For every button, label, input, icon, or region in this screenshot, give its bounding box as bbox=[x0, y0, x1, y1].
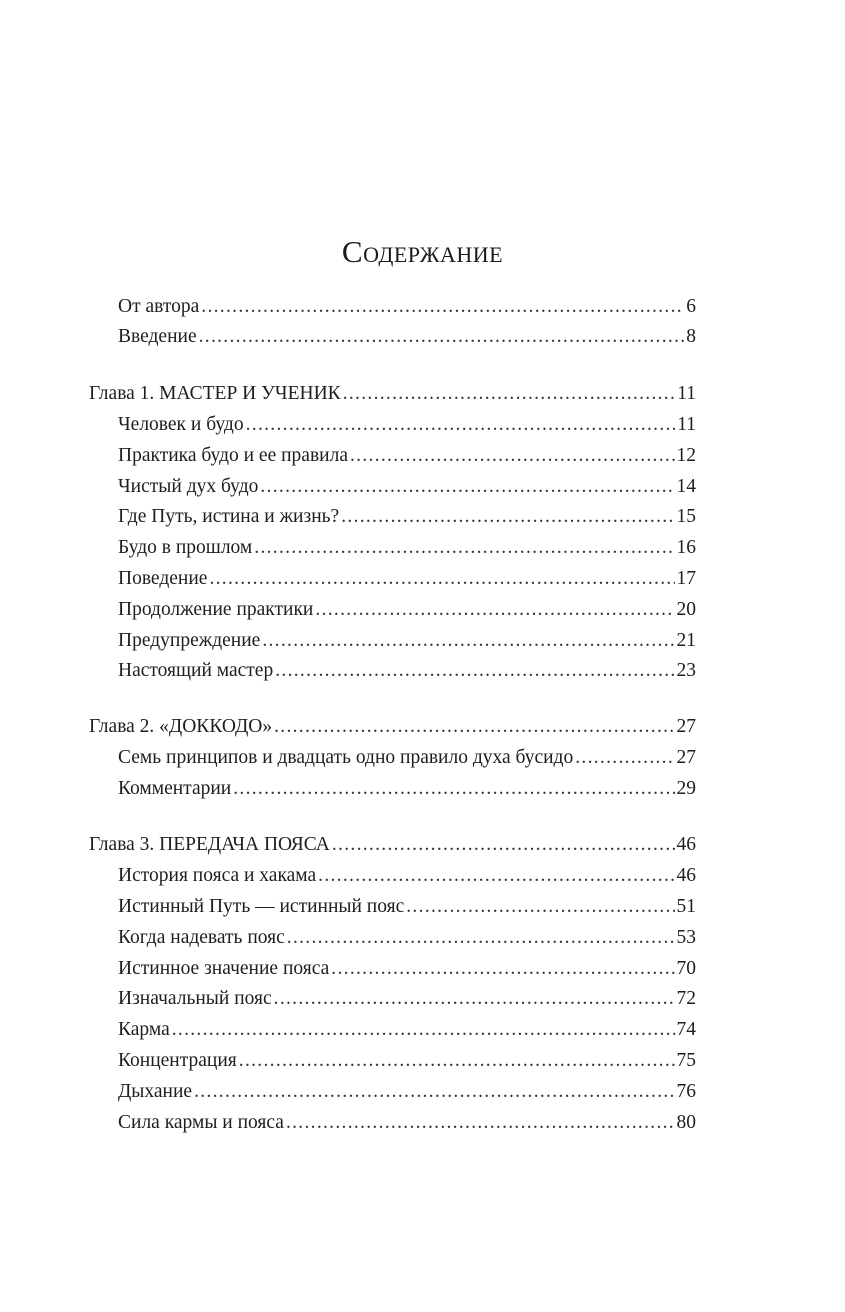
dot-leader bbox=[350, 443, 675, 469]
dot-leader bbox=[260, 474, 674, 500]
toc-chapter[interactable] bbox=[89, 832, 696, 858]
dot-leader bbox=[406, 894, 674, 920]
toc-entry-label: Концентрация bbox=[118, 1050, 237, 1071]
dot-leader bbox=[343, 381, 676, 407]
toc-entry-label: Сила кармы и пояса bbox=[118, 1112, 284, 1133]
toc-entry[interactable] bbox=[118, 776, 696, 802]
toc-chapter-label: Глава 2. «ДОККОДО» bbox=[89, 716, 273, 737]
toc-entry-label: Практика будо и ее правила bbox=[118, 445, 348, 466]
toc-chapter-page: 46 bbox=[676, 834, 696, 855]
toc-entry-page: 15 bbox=[676, 506, 696, 527]
toc-entry-label: Карма bbox=[118, 1019, 170, 1040]
toc-entry[interactable] bbox=[118, 745, 696, 771]
toc-entry[interactable] bbox=[118, 1017, 696, 1043]
toc-entry-page: 72 bbox=[676, 988, 696, 1009]
dot-leader bbox=[254, 535, 674, 561]
toc-entry-label: Комментарии bbox=[118, 778, 232, 799]
toc-entry[interactable] bbox=[118, 324, 696, 350]
toc-entry-page: 46 bbox=[676, 865, 696, 886]
toc-entry-page: 17 bbox=[676, 568, 696, 589]
dot-leader bbox=[274, 986, 675, 1012]
page-title: Содержание bbox=[341, 234, 504, 269]
toc-entry-page: 8 bbox=[686, 326, 696, 347]
toc-entry-label: Дыхание bbox=[118, 1081, 193, 1102]
toc-entry-label: Настоящий мастер bbox=[118, 660, 274, 681]
dot-leader bbox=[315, 597, 674, 623]
toc-entry-page: 11 bbox=[677, 414, 696, 435]
dot-leader bbox=[262, 628, 674, 654]
toc-entry[interactable] bbox=[118, 597, 696, 623]
toc-chapter-label: Глава 3. ПЕРЕДАЧА ПОЯСА bbox=[89, 834, 330, 855]
dot-leader bbox=[575, 745, 674, 771]
dot-leader bbox=[274, 714, 674, 740]
toc-entry-label: Продолжение практики bbox=[118, 599, 314, 620]
toc-entry-page: 80 bbox=[676, 1112, 696, 1133]
toc-entry-page: 51 bbox=[676, 896, 696, 917]
toc-entry-label: История пояса и хакама bbox=[118, 865, 317, 886]
toc-entry[interactable] bbox=[118, 658, 696, 684]
toc-entry-page: 76 bbox=[676, 1081, 696, 1102]
toc-entry[interactable] bbox=[118, 863, 696, 889]
dot-leader bbox=[286, 1110, 675, 1136]
toc-entry-page: 23 bbox=[676, 660, 696, 681]
toc-entry-label: Будо в прошлом bbox=[118, 537, 253, 558]
toc-entry-label: Человек и будо bbox=[118, 414, 244, 435]
toc-entry[interactable] bbox=[118, 443, 696, 469]
toc-entry-label: Когда надевать пояс bbox=[118, 927, 285, 948]
toc-chapter-page: 11 bbox=[677, 383, 696, 404]
toc-entry[interactable] bbox=[118, 1048, 696, 1074]
toc-entry-label: Изначальный пояс bbox=[118, 988, 272, 1009]
dot-leader bbox=[246, 412, 676, 438]
dot-leader bbox=[201, 294, 684, 320]
dot-leader bbox=[239, 1048, 675, 1074]
toc-entry[interactable] bbox=[118, 925, 696, 951]
toc-entry[interactable] bbox=[118, 894, 696, 920]
toc-entry[interactable] bbox=[118, 956, 696, 982]
toc-entry-label: Поведение bbox=[118, 568, 208, 589]
toc-entry-page: 6 bbox=[686, 296, 696, 317]
dot-leader bbox=[287, 925, 675, 951]
dot-leader bbox=[318, 863, 674, 889]
toc-entry[interactable] bbox=[118, 474, 696, 500]
toc-entry-page: 74 bbox=[676, 1019, 696, 1040]
toc-entry[interactable] bbox=[118, 294, 696, 320]
toc-entry-page: 70 bbox=[676, 958, 696, 979]
toc-chapter-page: 27 bbox=[676, 716, 696, 737]
dot-leader bbox=[275, 658, 674, 684]
toc-entry[interactable] bbox=[118, 504, 696, 530]
toc-entry-page: 27 bbox=[676, 747, 696, 768]
toc-entry-label: Чистый дух будо bbox=[118, 476, 259, 497]
dot-leader bbox=[341, 504, 674, 530]
toc-entry-label: Предупреждение bbox=[118, 630, 261, 651]
toc-entry-label: От автора bbox=[118, 296, 200, 317]
toc-entry-page: 14 bbox=[676, 476, 696, 497]
toc-entry-page: 16 bbox=[676, 537, 696, 558]
toc-entry[interactable] bbox=[118, 986, 696, 1012]
dot-leader bbox=[233, 776, 674, 802]
toc-entry[interactable] bbox=[118, 412, 696, 438]
dot-leader bbox=[199, 324, 685, 350]
toc-entry-page: 21 bbox=[676, 630, 696, 651]
toc-entry-label: Где Путь, истина и жизнь? bbox=[118, 506, 340, 527]
toc-entry-label: Истинное значение пояса bbox=[118, 958, 330, 979]
toc-chapter-label: Глава 1. МАСТЕР И УЧЕНИК bbox=[89, 383, 341, 404]
toc-entry-label: Введение bbox=[118, 326, 197, 347]
dot-leader bbox=[194, 1079, 674, 1105]
toc-entry[interactable] bbox=[118, 566, 696, 592]
toc-entry-label: Истинный Путь — истинный пояс bbox=[118, 896, 405, 917]
toc-chapter[interactable] bbox=[89, 381, 696, 407]
dot-leader bbox=[332, 832, 675, 858]
dot-leader bbox=[331, 956, 674, 982]
toc-entry-page: 29 bbox=[676, 778, 696, 799]
toc-entry-page: 20 bbox=[676, 599, 696, 620]
toc-entry[interactable] bbox=[118, 628, 696, 654]
toc-entry-page: 12 bbox=[676, 445, 696, 466]
toc-entry[interactable] bbox=[118, 1110, 696, 1136]
toc-entry-page: 53 bbox=[676, 927, 696, 948]
toc-chapter[interactable] bbox=[89, 714, 696, 740]
dot-leader bbox=[172, 1017, 675, 1043]
toc-entry-label: Семь принципов и двадцать одно правило духа бусидо bbox=[118, 747, 574, 768]
dot-leader bbox=[209, 566, 674, 592]
toc-entry-page: 75 bbox=[676, 1050, 696, 1071]
toc-entry[interactable] bbox=[118, 1079, 696, 1105]
toc-entry[interactable] bbox=[118, 535, 696, 561]
